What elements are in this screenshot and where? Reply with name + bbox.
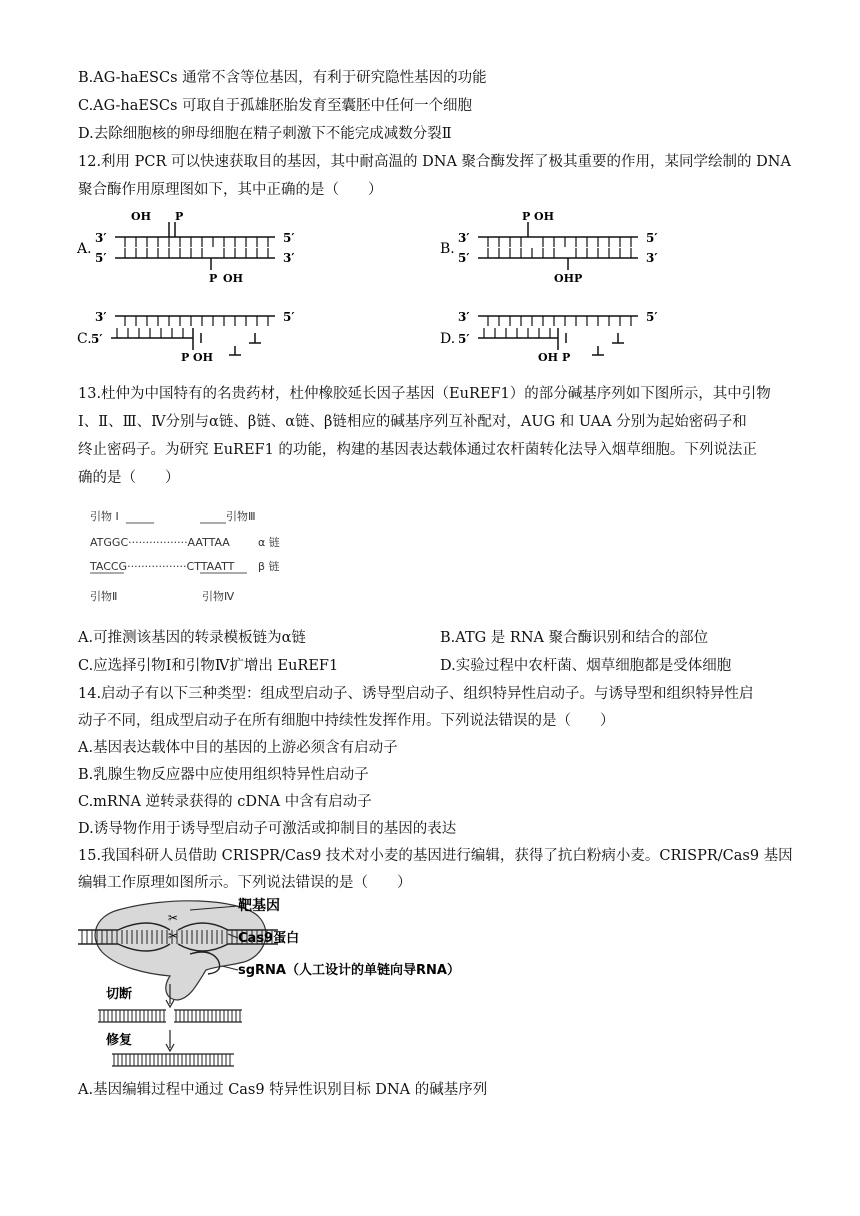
svg-text:5′: 5′ [95, 251, 107, 265]
q14-option-a: A.基因表达载体中目的基因的上游必须含有启动子 [78, 740, 398, 756]
q12-stem-line1: 12.利用 PCR 可以快速获取目的基因，其中耐高温的 DNA 聚合酶发挥了极其重要的作用，某同学绘制的 DNA [78, 154, 791, 170]
cas9-label: Cas9蛋白 [238, 931, 300, 946]
svg-text:OH: OH [554, 272, 574, 285]
q12-stem-line2: 聚合酶作用原理图如下，其中正确的是（ ） [78, 182, 383, 198]
q13-option-c: C.应选择引物Ⅰ和引物Ⅳ扩增出 EuREF1 [78, 658, 339, 674]
q12-diagram-b [438, 208, 668, 288]
scissors-icon-bottom: ✂ [168, 929, 179, 943]
svg-text:P: P [181, 351, 190, 364]
q14-option-c: C.mRNA 逆转录获得的 cDNA 中含有启动子 [78, 794, 372, 810]
svg-text:P: P [209, 272, 218, 285]
alpha-chain-label: α 链 [258, 536, 280, 549]
sgrna-label: sgRNA（人工设计的单链向导RNA） [238, 963, 460, 978]
q13-option-b: B.ATG 是 RNA 聚合酶识别和结合的部位 [440, 630, 709, 646]
svg-text:OH: OH [538, 351, 558, 364]
q15-stem-line1: 15.我国科研人员借助 CRISPR/Cas9 技术对小麦的基因进行编辑，获得了抗白粉病小麦。CRISPR/Cas9 基因 [78, 848, 793, 864]
svg-text:3′: 3′ [646, 251, 658, 265]
q12-label-a: A. [77, 241, 92, 257]
q12-label-c: C. [77, 331, 92, 347]
q11-option-d: D.去除细胞核的卵母细胞在精子刺激下不能完成减数分裂Ⅱ [78, 126, 452, 142]
primer-4-label: 引物Ⅳ [202, 590, 235, 603]
svg-text:OH: OH [223, 272, 243, 285]
q14-option-d: D.诱导物作用于诱导型启动子可激活或抑制目的基因的表达 [78, 821, 457, 837]
q14-stem-line1: 14.启动子有以下三种类型：组成型启动子、诱导型启动子、组织特异性启动子。与诱导型和组织特异性启 [78, 686, 754, 702]
beta-chain-label: β 链 [258, 560, 280, 573]
q13-sequence-diagram [86, 504, 346, 614]
q14-stem-line2: 动子不同，组成型启动子在所有细胞中持续性发挥作用。下列说法错误的是（ ） [78, 713, 615, 729]
svg-text:3′: 3′ [95, 310, 107, 324]
crispr-cas9-diagram [78, 896, 518, 1076]
q13-stem-line4: 确的是（ ） [78, 470, 180, 486]
q12-label-d: D. [440, 331, 456, 347]
svg-text:5′: 5′ [283, 310, 295, 324]
cut-label: 切断 [106, 987, 133, 1002]
svg-text:OH: OH [131, 210, 151, 223]
q15-option-a: A.基因编辑过程中通过 Cas9 特异性识别目标 DNA 的碱基序列 [78, 1082, 488, 1098]
repair-label: 修复 [106, 1033, 133, 1048]
svg-text:5′: 5′ [646, 231, 658, 245]
q11-option-c: C.AG-haESCs 可取自于孤雄胚胎发育至囊胚中任何一个细胞 [78, 98, 473, 114]
primer-1-label: 引物 Ⅰ [90, 510, 119, 523]
q13-stem-line1: 13.杜仲为中国特有的名贵药材，杜仲橡胶延长因子基因（EuREF1）的部分碱基序列如下图所示，其中引物 [78, 386, 771, 402]
cas9-protein-shape [95, 901, 266, 1000]
svg-text:P: P [574, 272, 583, 285]
svg-text:5′: 5′ [646, 310, 658, 324]
q13-option-a: A.可推测该基因的转录模板链为α链 [78, 630, 306, 646]
svg-text:5′: 5′ [283, 231, 295, 245]
svg-text:P: P [522, 210, 531, 223]
svg-text:3′: 3′ [283, 251, 295, 265]
scissors-icon-top: ✂ [168, 911, 179, 925]
svg-text:3′: 3′ [458, 310, 470, 324]
svg-text:5′: 5′ [458, 332, 470, 346]
primer-3-label: 引物Ⅲ [226, 510, 256, 523]
primer-2-label: 引物Ⅱ [90, 590, 118, 603]
alpha-chain-sequence: ATGGC·················AATTAA [90, 536, 230, 549]
svg-text:5′: 5′ [458, 251, 470, 265]
q12-diagram-c [75, 303, 305, 368]
svg-text:3′: 3′ [95, 231, 107, 245]
q12-diagram-d [438, 303, 668, 368]
beta-chain-sequence: TACCG·················CTTAATT [90, 560, 235, 573]
svg-text:3′: 3′ [458, 231, 470, 245]
q11-option-b: B.AG-haESCs 通常不含等位基因，有利于研究隐性基因的功能 [78, 70, 487, 86]
q12-diagram-a [75, 208, 305, 288]
target-gene-label: 靶基因 [238, 898, 280, 914]
svg-text:5′: 5′ [91, 332, 103, 346]
svg-text:OH: OH [193, 351, 213, 364]
q13-option-d: D.实验过程中农杆菌、烟草细胞都是受体细胞 [440, 658, 732, 674]
q13-stem-line2: Ⅰ、Ⅱ、Ⅲ、Ⅳ分别与α链、β链、α链、β链相应的碱基序列互补配对，AUG 和 UAA 分别为起始密码子和 [78, 414, 747, 430]
q15-stem-line2: 编辑工作原理如图所示。下列说法错误的是（ ） [78, 875, 412, 891]
q14-option-b: B.乳腺生物反应器中应使用组织特异性启动子 [78, 767, 369, 783]
q13-stem-line3: 终止密码子。为研究 EuREF1 的功能，构建的基因表达载体通过农杆菌转化法导入烟草细胞。下列说法正 [78, 442, 757, 458]
q12-label-b: B. [440, 241, 455, 257]
svg-text:P: P [175, 210, 184, 223]
svg-text:P: P [562, 351, 571, 364]
svg-text:OH: OH [534, 210, 554, 223]
